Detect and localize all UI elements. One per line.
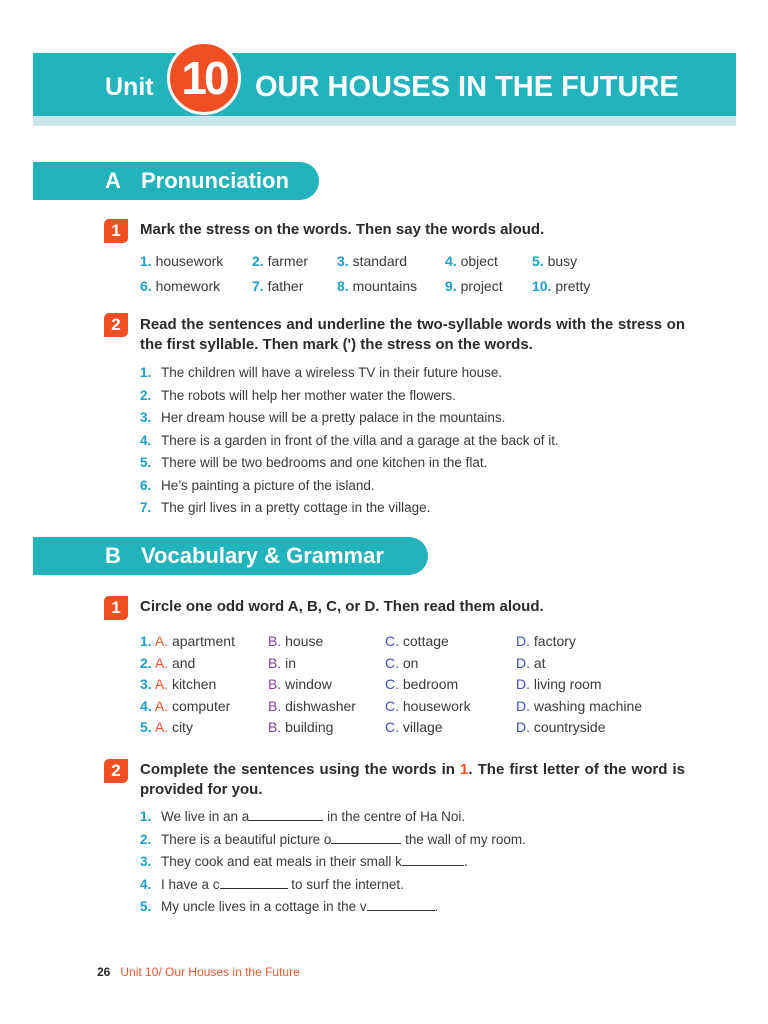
unit-number-badge: 10 <box>167 41 241 115</box>
exercise-a1-instruction: Mark the stress on the words. Then say the words aloud. <box>140 221 545 238</box>
unit-title: OUR HOUSES IN THE FUTURE <box>255 71 679 103</box>
list-item: 4. I have a c to surf the internet. <box>140 876 404 892</box>
exercise-b1-instruction: Circle one odd word A, B, C, or D. Then read them aloud. <box>140 598 544 615</box>
list-item: 5. There will be two bedrooms and one kitchen in the flat. <box>140 455 488 470</box>
list-item: 3. Her dream house will be a pretty palace in the mountains. <box>140 410 506 425</box>
list-item: 5. My uncle lives in a cottage in the v . <box>140 899 439 914</box>
list-item: 2. There is a beautiful picture o the wall of my room. <box>140 831 526 847</box>
option-d: D. countryside <box>516 719 606 735</box>
word-item: 1. housework <box>140 253 224 269</box>
answer-blank[interactable] <box>249 807 323 821</box>
option-d: D. washing machine <box>516 697 643 714</box>
word-item: 3. standard <box>337 253 408 269</box>
word-item: 7. father <box>252 278 304 294</box>
section-b-header <box>33 537 428 575</box>
option-c: C. housework <box>385 697 471 714</box>
page-number: 26 <box>97 965 111 979</box>
sentence-list-a2 <box>140 362 700 520</box>
list-item: 6. He’s painting a picture of the island. <box>140 477 375 493</box>
word-item: 10. pretty <box>532 278 591 294</box>
option-c: C. bedroom <box>385 676 459 692</box>
exercise-b2-instruction: Complete the sentences using the words in 1. The first letter of the word is provided for you. <box>140 761 685 798</box>
list-item: 7. The girl lives in a pretty cottage in the village. <box>140 500 431 515</box>
section-a-title: Pronunciation <box>141 168 289 193</box>
option-d: D. at <box>516 654 546 671</box>
answer-blank[interactable] <box>331 830 401 844</box>
list-item: 4. There is a garden in front of the villa and a garage at the back of it. <box>140 432 559 448</box>
answer-blank[interactable] <box>367 897 435 911</box>
section-b-letter: B <box>105 543 121 568</box>
page-footer <box>97 963 300 981</box>
option-b: B. dishwasher <box>268 697 356 714</box>
option-a: 2. A. and <box>140 654 196 671</box>
option-c: C. on <box>385 654 419 671</box>
title-banner-stripe <box>33 116 736 126</box>
word-item: 8. mountains <box>337 278 418 294</box>
option-d: D. living room <box>516 676 602 692</box>
option-b: B. in <box>268 654 297 671</box>
option-a: 5. A. city <box>140 719 193 735</box>
option-b: B. building <box>268 719 334 735</box>
footer-title: Unit 10/ Our Houses in the Future <box>120 965 300 979</box>
list-item: 1. We live in an a in the centre of Ha Noi. <box>140 809 466 824</box>
option-a: 4. A. computer <box>140 697 231 714</box>
answer-blank[interactable] <box>220 875 288 889</box>
option-a: 3. A. kitchen <box>140 676 217 692</box>
option-c: C. cottage <box>385 633 449 649</box>
exercise-a1-number: 1 <box>104 219 128 243</box>
list-item: 1. The children will have a wireless TV in their future house. <box>140 365 503 380</box>
answer-blank[interactable] <box>402 852 464 866</box>
option-c: C. village <box>385 719 443 735</box>
exercise-b1-number: 1 <box>104 596 128 620</box>
unit-label: Unit <box>105 73 154 101</box>
word-item: 2. farmer <box>252 253 309 269</box>
section-a-letter: A <box>105 168 121 193</box>
list-item: 3. They cook and eat meals in their small k . <box>140 854 468 869</box>
word-item: 5. busy <box>532 253 578 269</box>
exercise-b2-number: 2 <box>104 759 128 783</box>
sentence-list-b2 <box>140 806 700 919</box>
exercise-a2-number: 2 <box>104 313 128 337</box>
word-item: 9. project <box>445 278 503 294</box>
exercise-a2-instruction: Read the sentences and underline the two-syllable words with the stress on the first syllable. Then mark (') the stress on the words. <box>140 316 685 353</box>
word-item: 6. homework <box>140 278 221 294</box>
option-b: B. house <box>268 633 324 649</box>
section-b-title: Vocabulary & Grammar <box>141 543 384 568</box>
option-d: D. factory <box>516 633 576 649</box>
option-b: B. window <box>268 676 332 692</box>
word-item: 4. object <box>445 253 498 269</box>
option-a: 1. A. apartment <box>140 633 235 649</box>
section-a-header <box>33 162 319 200</box>
list-item: 2. The robots will help her mother water the flowers. <box>140 387 456 403</box>
